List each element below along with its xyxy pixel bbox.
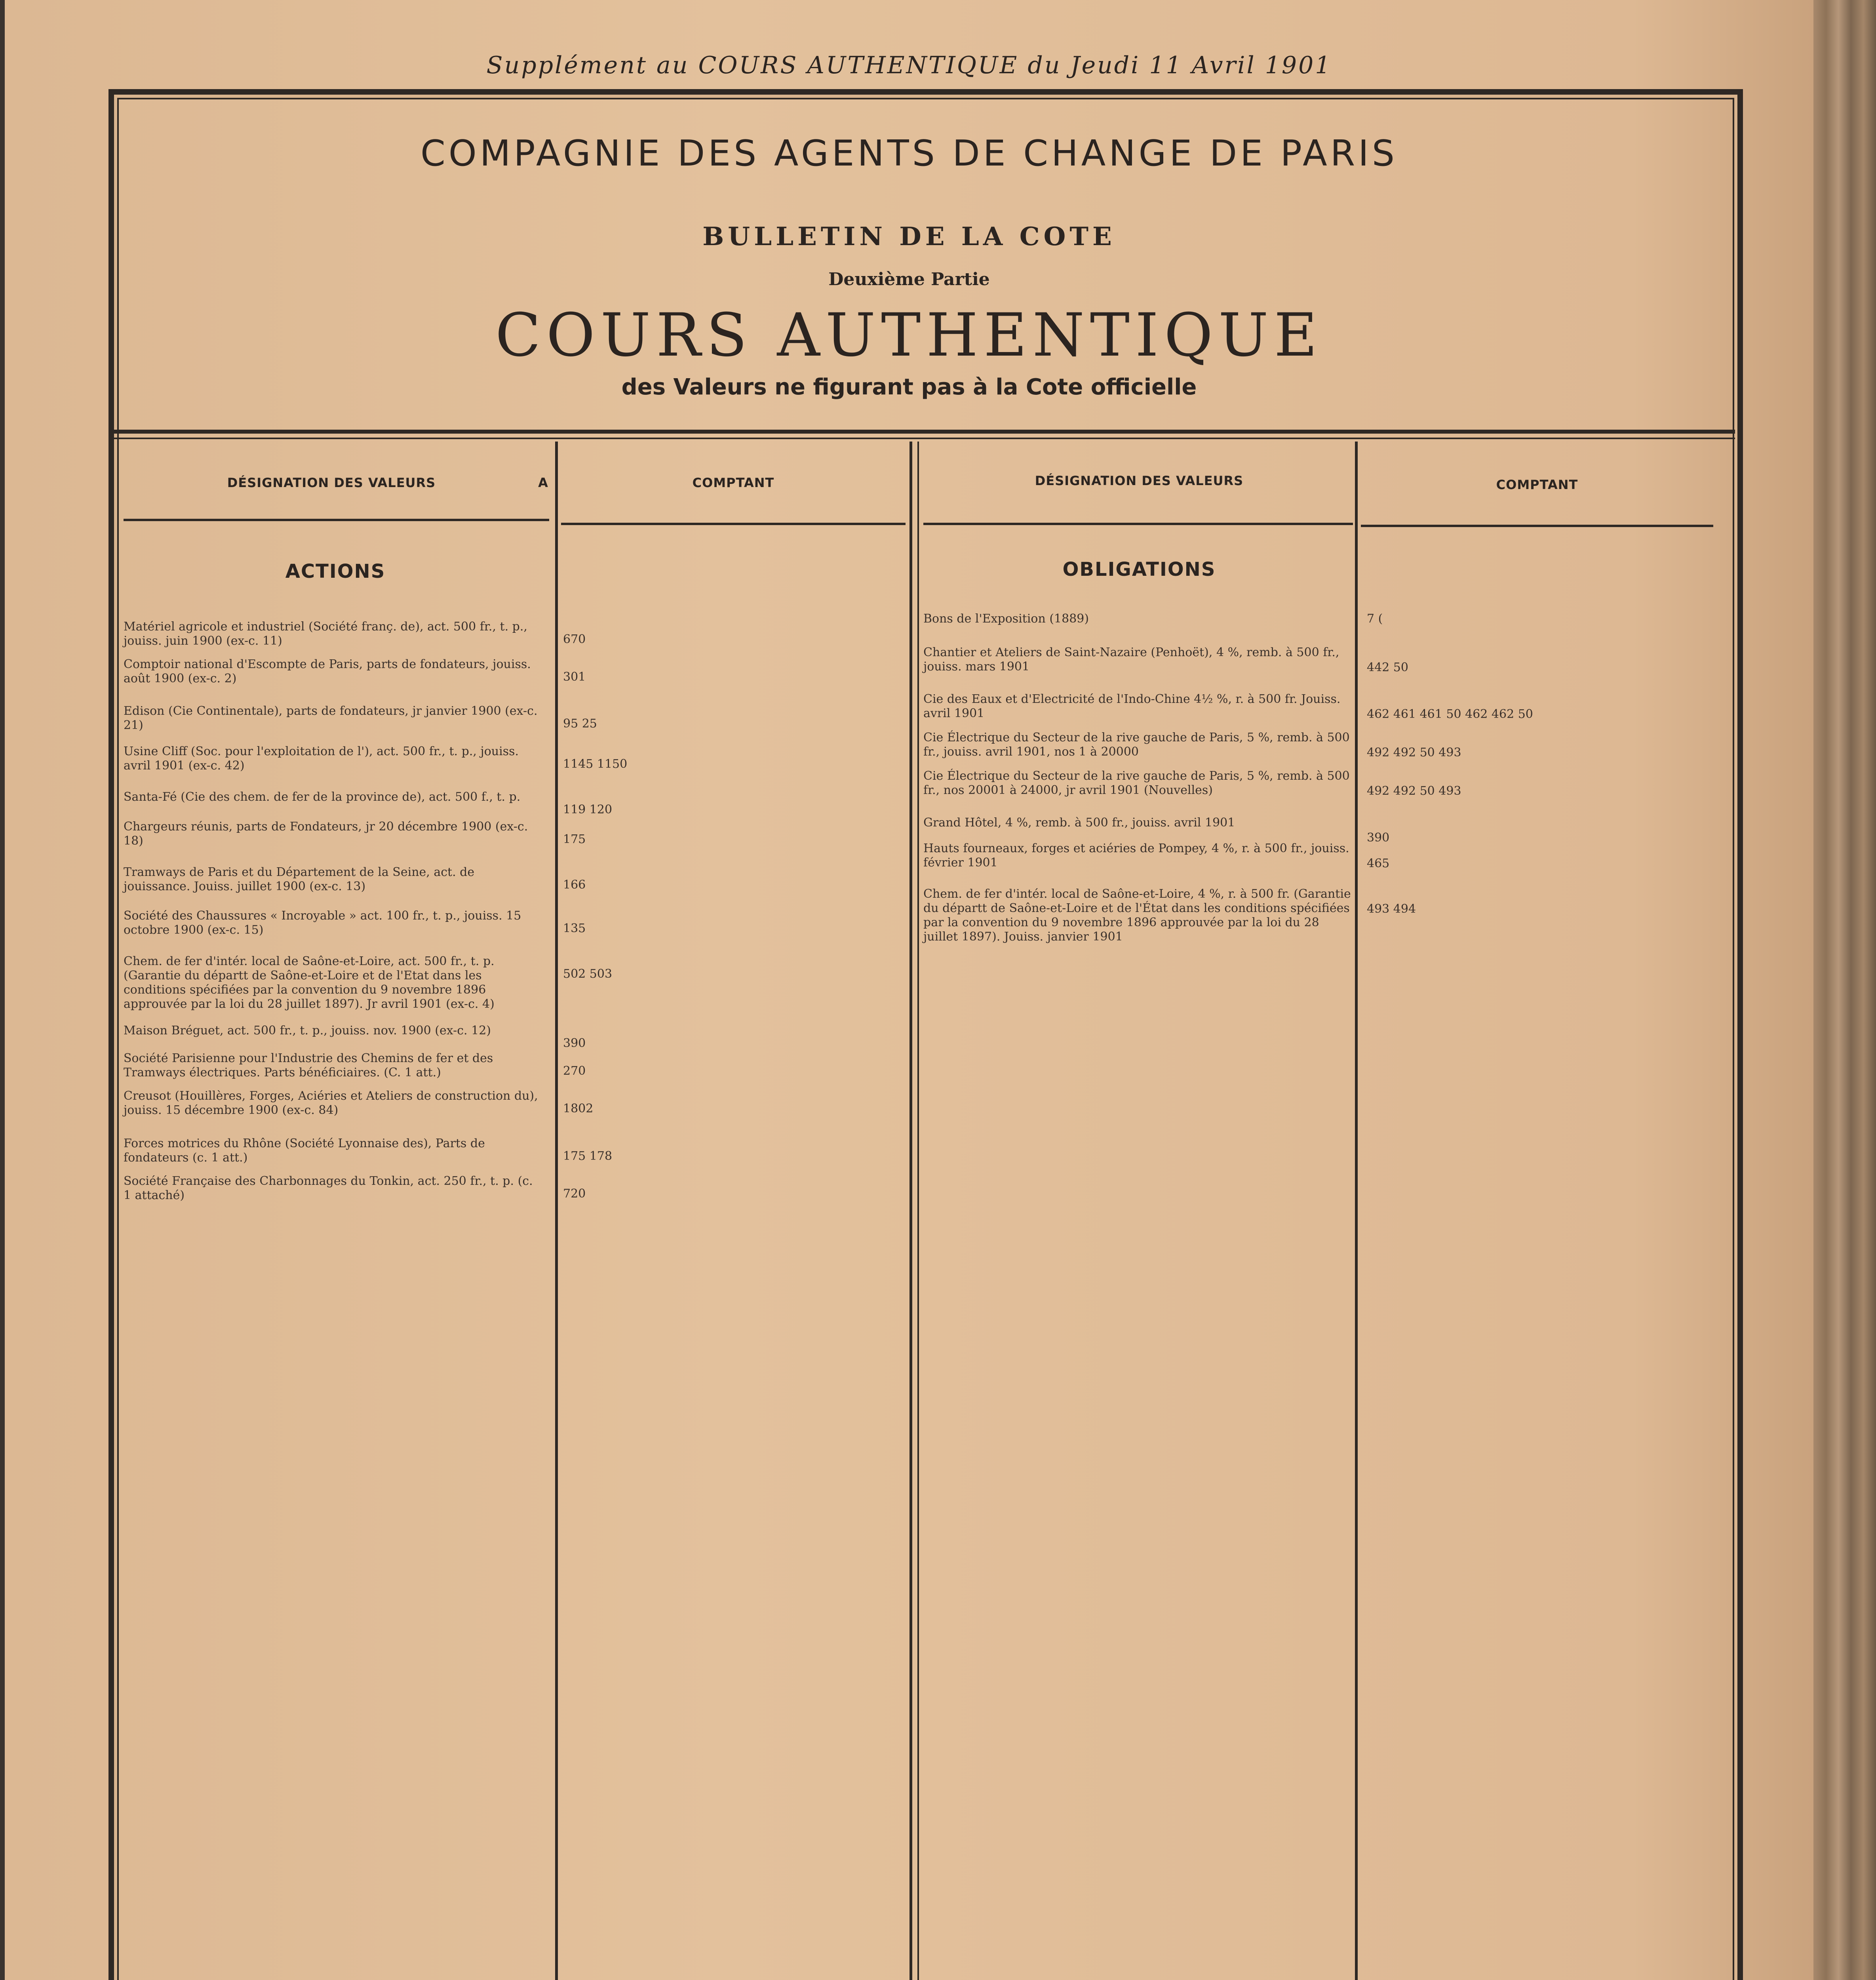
obligations-entry-text: Cie des Eaux et d'Electricité de l'Indo-Chine 4½ %, r. à 500 fr. Jouiss. avril 1901 [923, 692, 1341, 720]
obligations-entry [923, 816, 1351, 830]
obligations-entry [923, 842, 1351, 870]
obligations-entry [923, 887, 1351, 944]
actions-entry [124, 620, 543, 648]
actions-entry-price: 95 25 [563, 717, 597, 731]
actions-entry-price: 119 120 [563, 803, 613, 817]
actions-entry-price: 135 [563, 921, 586, 935]
section-actions-title: ACTIONS [285, 560, 386, 583]
book-spine [1813, 0, 1876, 1980]
main-title: COURS AUTHENTIQUE [495, 301, 1323, 370]
actions-entry-text: Chargeurs réunis, parts de Fondateurs, jr 20 décembre 1900 (ex-c. 18) [124, 820, 528, 848]
document-page [5, 0, 1813, 1980]
obligations-entry-text: Chem. de fer d'intér. local de Saône-et-Loire, 4 %, r. à 500 fr. (Garantie du départt de Saône-et-Loire et de l'État dans les conditions spécifiées par la convention du 9 novembre 1896 approuvée par la loi du 28 juillet 1897). Jouiss. janvier 1901 [923, 887, 1351, 944]
actions-entry-text: Creusot (Houillères, Forges, Aciéries et Ateliers de construction du), jouiss. 15 décembre 1900 (ex-c. 84) [124, 1089, 538, 1117]
col-divider-center [909, 442, 912, 1980]
obligations-entry-price: 7 ( [1367, 612, 1383, 626]
actions-entry-price: 1802 [563, 1102, 594, 1116]
actions-entry-text: Chem. de fer d'intér. local de Saône-et-Loire, act. 500 fr., t. p. (Garantie du départt de Saône-et-Loire et de l'Etat dans les conditions spécifiées par la convention du 9 novembre 1896 approuvée par la loi du 28 juillet 1897). Jr avril 1901 (ex-c. 4) [124, 954, 495, 1011]
col-header-rule-1 [124, 519, 549, 521]
actions-entry [124, 744, 543, 773]
col-divider-1 [555, 442, 558, 1980]
actions-entry-price: 720 [563, 1187, 586, 1201]
obligations-entry-price: 492 492 50 493 [1367, 746, 1461, 760]
col-header-comptant-left: COMPTANT [692, 475, 774, 490]
obligations-entry-price: 465 [1367, 857, 1390, 870]
col-header-rule-2 [561, 523, 906, 525]
actions-entry-text: Maison Bréguet, act. 500 fr., t. p., jouiss. nov. 1900 (ex-c. 12) [124, 1024, 491, 1038]
obligations-entry-price: 462 461 461 50 462 462 50 [1367, 707, 1533, 721]
obligations-entry-text: Cie Électrique du Secteur de la rive gauche de Paris, 5 %, remb. à 500 fr., jouiss. avril 1901, nos 1 à 20000 [923, 731, 1350, 759]
actions-entry-price: 502 503 [563, 967, 613, 981]
actions-entry-text: Tramways de Paris et du Département de la Seine, act. de jouissance. Jouiss. juillet 1900 (ex-c. 13) [124, 865, 475, 893]
actions-entry [124, 657, 543, 686]
obligations-entry [923, 731, 1351, 759]
actions-entry-text: Edison (Cie Continentale), parts de fondateurs, jr janvier 1900 (ex-c. 21) [124, 704, 538, 732]
actions-entry [124, 820, 543, 848]
actions-entry [124, 704, 543, 733]
obligations-entry-price: 442 50 [1367, 661, 1408, 674]
actions-entry-price: 301 [563, 670, 586, 684]
actions-entry-text: Matériel agricole et industriel (Société franç. de), act. 500 fr., t. p., jouiss. juin 1900 (ex-c. 11) [124, 620, 527, 648]
obligations-entry-text: Cie Électrique du Secteur de la rive gauche de Paris, 5 %, remb. à 500 fr., nos 20001 à 24000, jr avril 1901 (Nouvelles) [923, 769, 1350, 797]
col-divider-3 [1355, 442, 1358, 1980]
actions-entry-price: 270 [563, 1064, 586, 1078]
col-header-a-mark: A [538, 475, 548, 490]
actions-entry-text: Société des Chaussures « Incroyable » act. 100 fr., t. p., jouiss. 15 octobre 1900 (ex-c. 15) [124, 909, 521, 937]
actions-entry [124, 865, 543, 894]
actions-entry-price: 670 [563, 632, 586, 646]
col-header-designation-left: DÉSIGNATION DES VALEURS [227, 475, 436, 490]
obligations-entry-text: Bons de l'Exposition (1889) [923, 612, 1089, 626]
col-header-designation-right: DÉSIGNATION DES VALEURS [1035, 473, 1244, 488]
actions-entry-price: 175 [563, 832, 586, 846]
obligations-entry [923, 769, 1351, 798]
header-rule [112, 430, 1735, 434]
col-header-rule-4 [1361, 525, 1713, 527]
actions-entry [124, 1174, 543, 1203]
actions-entry [124, 1024, 543, 1038]
bulletin-title: BULLETIN DE LA COTE [702, 222, 1116, 251]
actions-entry-text: Société Française des Charbonnages du Tonkin, act. 250 fr., t. p. (c. 1 attaché) [124, 1174, 533, 1202]
actions-entry [124, 909, 543, 937]
actions-entry-price: 1145 1150 [563, 757, 628, 771]
obligations-entry [923, 645, 1351, 674]
actions-entry-text: Usine Cliff (Soc. pour l'exploitation de l'), act. 500 fr., t. p., jouiss. avril 1901 (ex-c. 42) [124, 744, 519, 773]
actions-entry-text: Forces motrices du Rhône (Société Lyonnaise des), Parts de fondateurs (c. 1 att.) [124, 1137, 485, 1165]
actions-entry-price: 166 [563, 878, 586, 892]
section-obligations-title: OBLIGATIONS [1062, 558, 1216, 581]
actions-entry [124, 954, 543, 1011]
header-rule-thin [112, 438, 1735, 439]
partie-label: Deuxième Partie [828, 269, 990, 289]
actions-entry-text: Société Parisienne pour l'Industrie des Chemins de fer et des Tramways électriques. Parts bénéficiaires. (C. 1 att.) [124, 1051, 493, 1079]
actions-entry [124, 1051, 543, 1080]
col-header-comptant-right: COMPTANT [1496, 477, 1578, 492]
obligations-entry-text: Hauts fourneaux, forges et aciéries de Pompey, 4 %, r. à 500 fr., jouiss. février 1901 [923, 842, 1349, 870]
company-title: COMPAGNIE DES AGENTS DE CHANGE DE PARIS [420, 133, 1398, 174]
col-divider-center-b [917, 442, 919, 1980]
scan-left-edge [0, 0, 5, 1980]
actions-entry-text: Santa-Fé (Cie des chem. de fer de la province de), act. 500 f., t. p. [124, 790, 521, 804]
actions-entry [124, 1137, 543, 1165]
actions-entry-price: 175 178 [563, 1149, 613, 1163]
actions-entry-text: Comptoir national d'Escompte de Paris, parts de fondateurs, jouiss. août 1900 (ex-c. 2) [124, 657, 531, 685]
actions-entry [124, 790, 543, 804]
obligations-entry-price: 390 [1367, 831, 1390, 845]
actions-entry-price: 390 [563, 1036, 586, 1050]
col-header-rule-3 [923, 523, 1353, 525]
supplement-line: Supplément au COURS AUTHENTIQUE du Jeudi 11 Avril 1901 [486, 51, 1332, 79]
obligations-entry-price: 493 494 [1367, 902, 1416, 916]
obligations-entry-text: Chantier et Ateliers de Saint-Nazaire (Penhoët), 4 %, remb. à 500 fr., jouiss. mars 1901 [923, 645, 1339, 674]
obligations-entry-text: Grand Hôtel, 4 %, remb. à 500 fr., jouiss. avril 1901 [923, 816, 1235, 830]
obligations-entry [923, 612, 1351, 626]
actions-entry [124, 1089, 543, 1118]
obligations-entry-price: 492 492 50 493 [1367, 784, 1461, 798]
obligations-entry [923, 692, 1351, 721]
main-subtitle: des Valeurs ne figurant pas à la Cote officielle [621, 374, 1197, 400]
